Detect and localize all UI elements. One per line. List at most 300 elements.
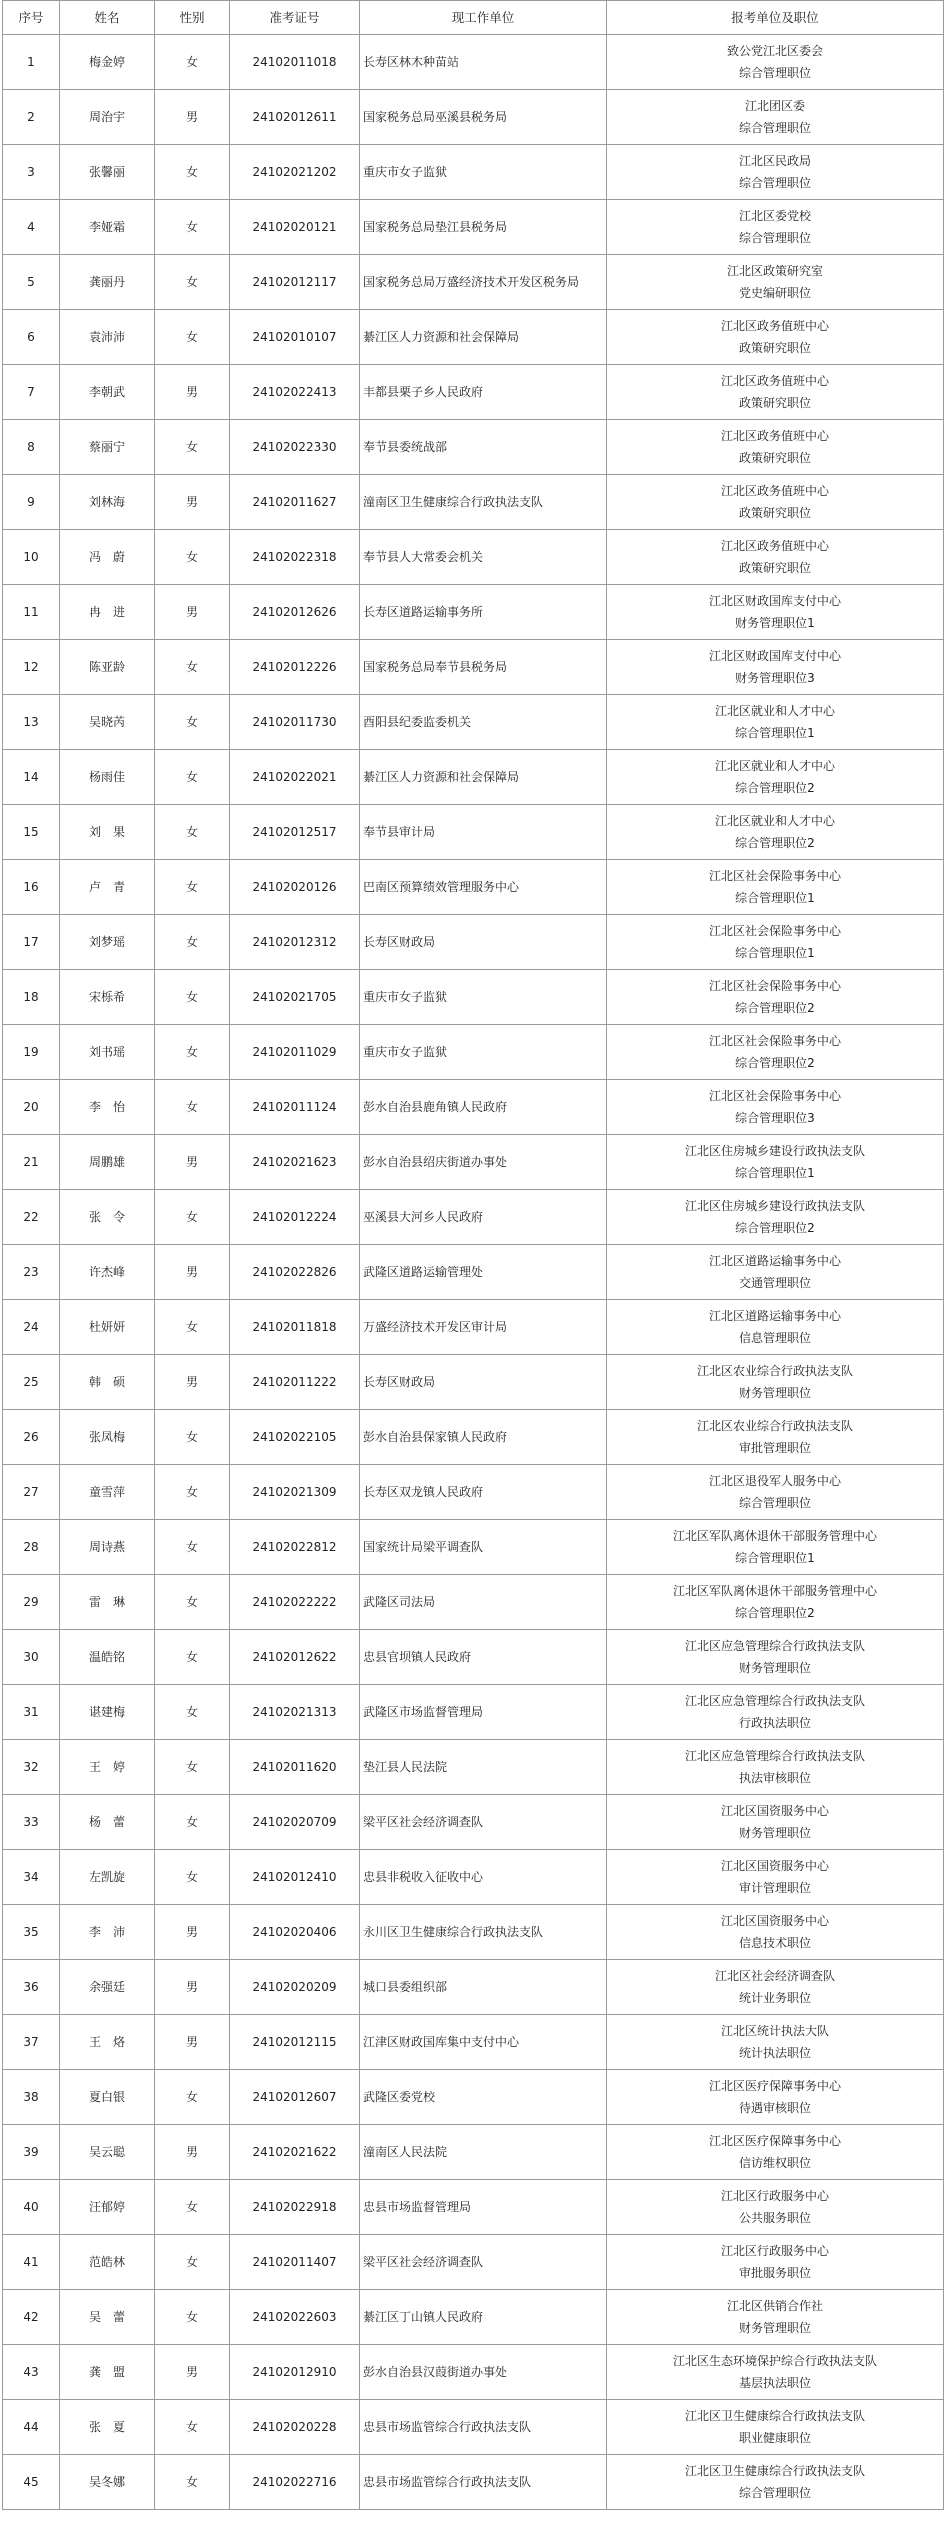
cell-exam-number: 24102021309 [230, 1465, 360, 1520]
applied-position: 综合管理职位2 [735, 1056, 815, 1070]
cell-applied-unit-position [607, 1575, 944, 1630]
cell-exam-number: 24102011730 [230, 695, 360, 750]
applied-position: 综合管理职位 [738, 1496, 811, 1510]
candidate-table [2, 0, 944, 2510]
cell-gender: 女 [155, 1630, 230, 1685]
applied-unit: 江北区国资服务中心 [720, 1914, 829, 1928]
cell-name: 张 令 [60, 1190, 155, 1245]
applied-unit: 江北区农业综合行政执法支队 [696, 1364, 853, 1378]
cell-applied-unit-position [607, 1685, 944, 1740]
cell-exam-number: 24102012626 [230, 585, 360, 640]
applied-position: 交通管理职位 [738, 1276, 811, 1290]
applied-position: 综合管理职位3 [735, 1111, 815, 1125]
cell-exam-number: 24102012115 [230, 2015, 360, 2070]
cell-gender: 男 [155, 475, 230, 530]
applied-unit: 江北区委党校 [738, 209, 811, 223]
cell-name: 王 婷 [60, 1740, 155, 1795]
cell-index: 3 [3, 145, 60, 200]
cell-applied-unit-position [607, 695, 944, 750]
cell-applied-unit-position [607, 1630, 944, 1685]
cell-exam-number: 24102012410 [230, 1850, 360, 1905]
cell-index: 13 [3, 695, 60, 750]
applied-position: 行政执法职位 [738, 1716, 811, 1730]
cell-gender: 女 [155, 750, 230, 805]
table-row [3, 695, 944, 750]
table-row [3, 585, 944, 640]
applied-position: 综合管理职位2 [735, 1606, 815, 1620]
cell-name: 余强廷 [60, 1960, 155, 2015]
cell-current-unit: 綦江区人力资源和社会保障局 [360, 310, 607, 365]
cell-gender: 女 [155, 805, 230, 860]
cell-index: 25 [3, 1355, 60, 1410]
cell-applied-unit-position [607, 1465, 944, 1520]
applied-unit: 江北区政务值班中心 [720, 429, 829, 443]
cell-exam-number: 24102022021 [230, 750, 360, 805]
cell-exam-number: 24102022330 [230, 420, 360, 475]
applied-position: 财务管理职位 [738, 1826, 811, 1840]
cell-index: 36 [3, 1960, 60, 2015]
applied-unit: 江北区就业和人才中心 [714, 704, 835, 718]
cell-gender: 男 [155, 2345, 230, 2400]
cell-index: 42 [3, 2290, 60, 2345]
cell-index: 1 [3, 35, 60, 90]
cell-exam-number: 24102022413 [230, 365, 360, 420]
table-row [3, 2345, 944, 2400]
cell-applied-unit-position [607, 750, 944, 805]
cell-current-unit: 忠县市场监管综合行政执法支队 [360, 2455, 607, 2510]
cell-gender: 女 [155, 310, 230, 365]
header-gender: 性别 [155, 1, 230, 35]
cell-name: 吴云聪 [60, 2125, 155, 2180]
cell-exam-number: 24102011620 [230, 1740, 360, 1795]
table-row [3, 1685, 944, 1740]
cell-applied-unit-position [607, 970, 944, 1025]
cell-gender: 女 [155, 1520, 230, 1575]
cell-gender: 女 [155, 860, 230, 915]
applied-unit: 江北区军队离休退休干部服务管理中心 [672, 1584, 877, 1598]
cell-gender: 女 [155, 1795, 230, 1850]
applied-position: 综合管理职位1 [735, 891, 815, 905]
applied-position: 信访维权职位 [738, 2156, 811, 2170]
cell-gender: 女 [155, 970, 230, 1025]
cell-index: 43 [3, 2345, 60, 2400]
cell-gender: 女 [155, 1410, 230, 1465]
table-row [3, 1300, 944, 1355]
cell-name: 杨雨佳 [60, 750, 155, 805]
cell-index: 20 [3, 1080, 60, 1135]
cell-exam-number: 24102021622 [230, 2125, 360, 2180]
cell-gender: 女 [155, 1190, 230, 1245]
cell-gender: 女 [155, 1300, 230, 1355]
cell-name: 刘 果 [60, 805, 155, 860]
cell-name: 蔡丽宁 [60, 420, 155, 475]
cell-gender: 男 [155, 1355, 230, 1410]
cell-gender: 女 [155, 2070, 230, 2125]
cell-name: 杜妍妍 [60, 1300, 155, 1355]
cell-applied-unit-position [607, 1740, 944, 1795]
applied-unit: 江北区应急管理综合行政执法支队 [684, 1694, 865, 1708]
cell-applied-unit-position [607, 1355, 944, 1410]
applied-position: 信息管理职位 [738, 1331, 811, 1345]
table-row [3, 1520, 944, 1575]
table-body [3, 35, 944, 2510]
applied-position: 综合管理职位2 [735, 836, 815, 850]
table-row [3, 2290, 944, 2345]
cell-current-unit: 潼南区卫生健康综合行政执法支队 [360, 475, 607, 530]
cell-name: 李 怡 [60, 1080, 155, 1135]
cell-index: 9 [3, 475, 60, 530]
cell-current-unit: 长寿区双龙镇人民政府 [360, 1465, 607, 1520]
applied-position: 综合管理职位1 [735, 946, 815, 960]
cell-applied-unit-position [607, 1025, 944, 1080]
applied-unit: 江北区生态环境保护综合行政执法支队 [672, 2354, 877, 2368]
cell-name: 周治宇 [60, 90, 155, 145]
cell-name: 陈亚龄 [60, 640, 155, 695]
cell-current-unit: 潼南区人民法院 [360, 2125, 607, 2180]
cell-gender: 女 [155, 640, 230, 695]
cell-exam-number: 24102012517 [230, 805, 360, 860]
cell-index: 34 [3, 1850, 60, 1905]
applied-unit: 江北区医疗保障事务中心 [708, 2079, 841, 2093]
cell-gender: 男 [155, 1960, 230, 2015]
applied-unit: 江北区卫生健康综合行政执法支队 [684, 2464, 865, 2478]
cell-applied-unit-position [607, 2345, 944, 2400]
cell-current-unit: 武隆区市场监督管理局 [360, 1685, 607, 1740]
cell-applied-unit-position [607, 200, 944, 255]
cell-index: 41 [3, 2235, 60, 2290]
cell-applied-unit-position [607, 90, 944, 145]
cell-current-unit: 长寿区林木种苗站 [360, 35, 607, 90]
cell-current-unit: 国家税务总局奉节县税务局 [360, 640, 607, 695]
cell-applied-unit-position [607, 1300, 944, 1355]
cell-current-unit: 巴南区预算绩效管理服务中心 [360, 860, 607, 915]
table-row [3, 1190, 944, 1245]
cell-exam-number: 24102011818 [230, 1300, 360, 1355]
cell-applied-unit-position [607, 1190, 944, 1245]
cell-current-unit: 彭水自治县绍庆街道办事处 [360, 1135, 607, 1190]
applied-position: 审计管理职位 [738, 1881, 811, 1895]
cell-gender: 男 [155, 585, 230, 640]
cell-exam-number: 24102012224 [230, 1190, 360, 1245]
cell-applied-unit-position [607, 2290, 944, 2345]
applied-position: 综合管理职位2 [735, 1221, 815, 1235]
table-row [3, 2015, 944, 2070]
applied-position: 综合管理职位2 [735, 781, 815, 795]
cell-index: 23 [3, 1245, 60, 1300]
cell-name: 李 沛 [60, 1905, 155, 1960]
cell-gender: 男 [155, 2125, 230, 2180]
cell-exam-number: 24102022318 [230, 530, 360, 585]
applied-unit: 江北区军队离休退休干部服务管理中心 [672, 1529, 877, 1543]
applied-position: 综合管理职位 [738, 121, 811, 135]
cell-gender: 女 [155, 255, 230, 310]
cell-name: 李娅霜 [60, 200, 155, 255]
cell-name: 刘书瑶 [60, 1025, 155, 1080]
cell-exam-number: 24102022812 [230, 1520, 360, 1575]
cell-gender: 女 [155, 1575, 230, 1630]
applied-position: 统计执法职位 [738, 2046, 811, 2060]
cell-index: 40 [3, 2180, 60, 2235]
cell-current-unit: 万盛经济技术开发区审计局 [360, 1300, 607, 1355]
applied-unit: 江北团区委 [744, 99, 805, 113]
applied-unit: 江北区政务值班中心 [720, 319, 829, 333]
cell-exam-number: 24102012226 [230, 640, 360, 695]
cell-gender: 男 [155, 1135, 230, 1190]
cell-exam-number: 24102011222 [230, 1355, 360, 1410]
cell-current-unit: 城口县委组织部 [360, 1960, 607, 2015]
header-applied-unit-position: 报考单位及职位 [607, 1, 944, 35]
applied-unit: 江北区就业和人才中心 [714, 814, 835, 828]
table-row [3, 805, 944, 860]
cell-exam-number: 24102011029 [230, 1025, 360, 1080]
cell-applied-unit-position [607, 2070, 944, 2125]
applied-position: 财务管理职位 [738, 1386, 811, 1400]
applied-unit: 江北区应急管理综合行政执法支队 [684, 1749, 865, 1763]
table-row [3, 2070, 944, 2125]
cell-name: 袁沛沛 [60, 310, 155, 365]
cell-index: 11 [3, 585, 60, 640]
cell-index: 30 [3, 1630, 60, 1685]
table-row [3, 1630, 944, 1685]
applied-position: 信息技术职位 [738, 1936, 811, 1950]
applied-position: 统计业务职位 [738, 1991, 811, 2005]
applied-position: 综合管理职位 [738, 2486, 811, 2500]
cell-gender: 男 [155, 90, 230, 145]
header-index: 序号 [3, 1, 60, 35]
cell-index: 31 [3, 1685, 60, 1740]
cell-name: 张 夏 [60, 2400, 155, 2455]
applied-unit: 江北区政务值班中心 [720, 539, 829, 553]
table-row [3, 2180, 944, 2235]
cell-name: 李朝武 [60, 365, 155, 420]
cell-current-unit: 武隆区道路运输管理处 [360, 1245, 607, 1300]
cell-applied-unit-position [607, 310, 944, 365]
cell-exam-number: 24102011018 [230, 35, 360, 90]
applied-position: 党史编研职位 [738, 286, 811, 300]
cell-current-unit: 奉节县审计局 [360, 805, 607, 860]
cell-current-unit: 国家税务总局垫江县税务局 [360, 200, 607, 255]
cell-current-unit: 长寿区道路运输事务所 [360, 585, 607, 640]
cell-current-unit: 酉阳县纪委监委机关 [360, 695, 607, 750]
cell-name: 夏白银 [60, 2070, 155, 2125]
cell-name: 汪郁婷 [60, 2180, 155, 2235]
cell-index: 21 [3, 1135, 60, 1190]
cell-exam-number: 24102012312 [230, 915, 360, 970]
cell-applied-unit-position [607, 1960, 944, 2015]
cell-gender: 男 [155, 365, 230, 420]
cell-name: 吴 蕾 [60, 2290, 155, 2345]
cell-applied-unit-position [607, 2015, 944, 2070]
applied-position: 政策研究职位 [738, 506, 811, 520]
cell-exam-number: 24102011407 [230, 2235, 360, 2290]
applied-position: 执法审核职位 [738, 1771, 811, 1785]
cell-current-unit: 彭水自治县汉葭街道办事处 [360, 2345, 607, 2400]
cell-name: 许杰峰 [60, 1245, 155, 1300]
table-row [3, 1410, 944, 1465]
cell-gender: 女 [155, 35, 230, 90]
applied-unit: 江北区退役军人服务中心 [708, 1474, 841, 1488]
table-row [3, 2125, 944, 2180]
table-row [3, 35, 944, 90]
applied-unit: 江北区道路运输事务中心 [708, 1254, 841, 1268]
cell-exam-number: 24102021202 [230, 145, 360, 200]
cell-exam-number: 24102022716 [230, 2455, 360, 2510]
header-exam-number: 准考证号 [230, 1, 360, 35]
applied-position: 财务管理职位1 [735, 616, 815, 630]
table-row [3, 365, 944, 420]
cell-current-unit: 武隆区司法局 [360, 1575, 607, 1630]
cell-name: 范皓林 [60, 2235, 155, 2290]
applied-position: 公共服务职位 [738, 2211, 811, 2225]
applied-position: 职业健康职位 [738, 2431, 811, 2445]
table-row [3, 750, 944, 805]
cell-applied-unit-position [607, 2125, 944, 2180]
table-row [3, 860, 944, 915]
table-row [3, 255, 944, 310]
cell-applied-unit-position [607, 1520, 944, 1575]
cell-applied-unit-position [607, 2235, 944, 2290]
cell-applied-unit-position [607, 1245, 944, 1300]
cell-gender: 男 [155, 1905, 230, 1960]
cell-index: 18 [3, 970, 60, 1025]
applied-unit: 江北区财政国库支付中心 [708, 649, 841, 663]
cell-current-unit: 彭水自治县鹿角镇人民政府 [360, 1080, 607, 1135]
cell-index: 33 [3, 1795, 60, 1850]
cell-applied-unit-position [607, 475, 944, 530]
cell-current-unit: 国家税务总局巫溪县税务局 [360, 90, 607, 145]
cell-gender: 女 [155, 145, 230, 200]
cell-applied-unit-position [607, 35, 944, 90]
table-row [3, 1025, 944, 1080]
applied-position: 综合管理职位 [738, 176, 811, 190]
cell-index: 15 [3, 805, 60, 860]
cell-index: 26 [3, 1410, 60, 1465]
cell-exam-number: 24102012611 [230, 90, 360, 145]
cell-current-unit: 国家税务总局万盛经济技术开发区税务局 [360, 255, 607, 310]
cell-exam-number: 24102022918 [230, 2180, 360, 2235]
table-row [3, 1135, 944, 1190]
cell-index: 35 [3, 1905, 60, 1960]
applied-unit: 江北区政务值班中心 [720, 484, 829, 498]
applied-position: 审批管理职位 [738, 1441, 811, 1455]
cell-name: 龚丽丹 [60, 255, 155, 310]
cell-index: 24 [3, 1300, 60, 1355]
cell-applied-unit-position [607, 1850, 944, 1905]
table-row [3, 1575, 944, 1630]
table-row [3, 2455, 944, 2510]
table-row [3, 1080, 944, 1135]
cell-current-unit: 长寿区财政局 [360, 915, 607, 970]
applied-unit: 江北区社会保险事务中心 [708, 1089, 841, 1103]
cell-index: 27 [3, 1465, 60, 1520]
cell-current-unit: 梁平区社会经济调查队 [360, 2235, 607, 2290]
cell-index: 12 [3, 640, 60, 695]
table-row [3, 2400, 944, 2455]
cell-gender: 女 [155, 1025, 230, 1080]
table-row [3, 970, 944, 1025]
cell-gender: 女 [155, 200, 230, 255]
table-row [3, 310, 944, 365]
cell-name: 刘梦瑶 [60, 915, 155, 970]
cell-current-unit: 永川区卫生健康综合行政执法支队 [360, 1905, 607, 1960]
applied-position: 待遇审核职位 [738, 2101, 811, 2115]
cell-name: 雷 琳 [60, 1575, 155, 1630]
table-row [3, 2235, 944, 2290]
table-row [3, 640, 944, 695]
cell-current-unit: 綦江区丁山镇人民政府 [360, 2290, 607, 2345]
cell-applied-unit-position [607, 2180, 944, 2235]
cell-name: 周诗燕 [60, 1520, 155, 1575]
cell-gender: 女 [155, 1465, 230, 1520]
applied-unit: 江北区统计执法大队 [720, 2024, 829, 2038]
header-current-unit: 现工作单位 [360, 1, 607, 35]
table-header-row [3, 1, 944, 35]
cell-current-unit: 重庆市女子监狱 [360, 145, 607, 200]
cell-current-unit: 綦江区人力资源和社会保障局 [360, 750, 607, 805]
table-row [3, 1960, 944, 2015]
cell-name: 宋栎希 [60, 970, 155, 1025]
cell-current-unit: 忠县官坝镇人民政府 [360, 1630, 607, 1685]
cell-applied-unit-position [607, 530, 944, 585]
cell-gender: 女 [155, 2400, 230, 2455]
applied-unit: 江北区应急管理综合行政执法支队 [684, 1639, 865, 1653]
cell-applied-unit-position [607, 640, 944, 695]
cell-name: 张馨丽 [60, 145, 155, 200]
applied-position: 财务管理职位3 [735, 671, 815, 685]
cell-applied-unit-position [607, 2400, 944, 2455]
cell-exam-number: 24102012622 [230, 1630, 360, 1685]
table-row [3, 915, 944, 970]
cell-gender: 女 [155, 695, 230, 750]
cell-index: 17 [3, 915, 60, 970]
applied-position: 综合管理职位1 [735, 1551, 815, 1565]
cell-applied-unit-position [607, 145, 944, 200]
table-row [3, 1245, 944, 1300]
applied-unit: 江北区民政局 [738, 154, 811, 168]
cell-index: 29 [3, 1575, 60, 1630]
applied-unit: 江北区就业和人才中心 [714, 759, 835, 773]
cell-applied-unit-position [607, 420, 944, 475]
cell-gender: 女 [155, 1740, 230, 1795]
cell-name: 周鹏雄 [60, 1135, 155, 1190]
cell-gender: 女 [155, 2235, 230, 2290]
cell-name: 张凤梅 [60, 1410, 155, 1465]
applied-position: 综合管理职位1 [735, 1166, 815, 1180]
cell-current-unit: 忠县市场监督管理局 [360, 2180, 607, 2235]
cell-index: 5 [3, 255, 60, 310]
cell-exam-number: 24102020209 [230, 1960, 360, 2015]
cell-name: 童雪萍 [60, 1465, 155, 1520]
applied-position: 政策研究职位 [738, 341, 811, 355]
cell-current-unit: 国家统计局梁平调查队 [360, 1520, 607, 1575]
applied-unit: 江北区政策研究室 [726, 264, 823, 278]
table-row [3, 475, 944, 530]
cell-gender: 女 [155, 530, 230, 585]
cell-gender: 男 [155, 1245, 230, 1300]
cell-exam-number: 24102020709 [230, 1795, 360, 1850]
applied-unit: 江北区供销合作社 [726, 2299, 823, 2313]
cell-gender: 女 [155, 915, 230, 970]
applied-position: 综合管理职位2 [735, 1001, 815, 1015]
cell-name: 龚 盟 [60, 2345, 155, 2400]
cell-name: 谌建梅 [60, 1685, 155, 1740]
cell-index: 16 [3, 860, 60, 915]
applied-unit: 江北区行政服务中心 [720, 2244, 829, 2258]
applied-position: 综合管理职位1 [735, 726, 815, 740]
table-row [3, 1740, 944, 1795]
cell-index: 8 [3, 420, 60, 475]
cell-gender: 男 [155, 2015, 230, 2070]
